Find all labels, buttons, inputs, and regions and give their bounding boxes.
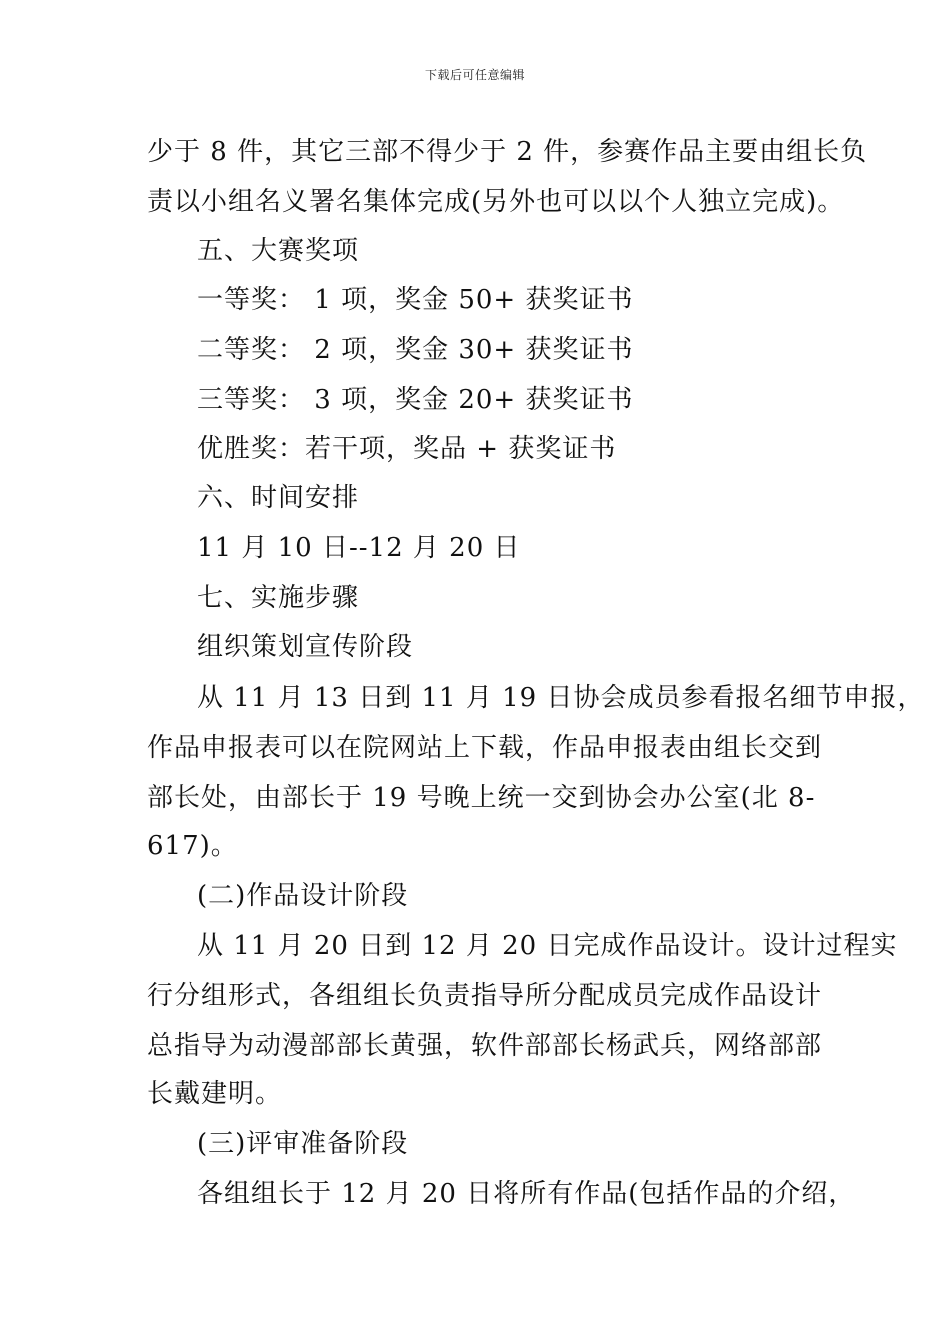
award-line: 二等奖： 2 项，奖金 30+ 获奖证书 bbox=[197, 335, 634, 365]
paragraph-line: 从 11 月 13 日到 11 月 19 日协会成员参看报名细节申报， bbox=[197, 683, 925, 713]
paragraph-line: 从 11 月 20 日到 12 月 20 日完成作品设计。设计过程实 bbox=[197, 931, 898, 961]
subsection-heading: (三)评审准备阶段 bbox=[197, 1129, 409, 1159]
paragraph-line: 责以小组名义署名集体完成(另外也可以以个人独立完成)。 bbox=[147, 187, 845, 217]
paragraph-line: 长戴建明。 bbox=[147, 1079, 283, 1109]
paragraph-line: 部长处，由部长于 19 号晚上统一交到协会办公室(北 8- bbox=[147, 783, 816, 813]
subsection-heading: 组织策划宣传阶段 bbox=[197, 632, 414, 662]
paragraph-line: 各组组长于 12 月 20 日将所有作品(包括作品的介绍， bbox=[197, 1179, 856, 1209]
section-heading: 五、大赛奖项 bbox=[197, 236, 360, 266]
section-heading: 七、实施步骤 bbox=[197, 583, 360, 613]
subsection-heading: (二)作品设计阶段 bbox=[197, 881, 409, 911]
schedule-line: 11 月 10 日--12 月 20 日 bbox=[197, 533, 521, 563]
page-header: 下载后可任意编辑 bbox=[424, 68, 525, 82]
award-line: 一等奖： 1 项，奖金 50+ 获奖证书 bbox=[197, 285, 634, 315]
paragraph-line: 作品申报表可以在院网站上下载，作品申报表由组长交到 bbox=[147, 733, 823, 763]
award-line: 优胜奖：若干项，奖品 + 获奖证书 bbox=[197, 434, 617, 464]
paragraph-line: 总指导为动漫部部长黄强，软件部部长杨武兵，网络部部 bbox=[147, 1031, 823, 1061]
paragraph-line: 少于 8 件，其它三部不得少于 2 件，参赛作品主要由组长负 bbox=[147, 137, 868, 167]
paragraph-line: 617)。 bbox=[147, 831, 238, 861]
paragraph-line: 行分组形式，各组组长负责指导所分配成员完成作品设计 bbox=[147, 981, 823, 1011]
section-heading: 六、时间安排 bbox=[197, 483, 360, 513]
award-line: 三等奖： 3 项，奖金 20+ 获奖证书 bbox=[197, 385, 634, 415]
